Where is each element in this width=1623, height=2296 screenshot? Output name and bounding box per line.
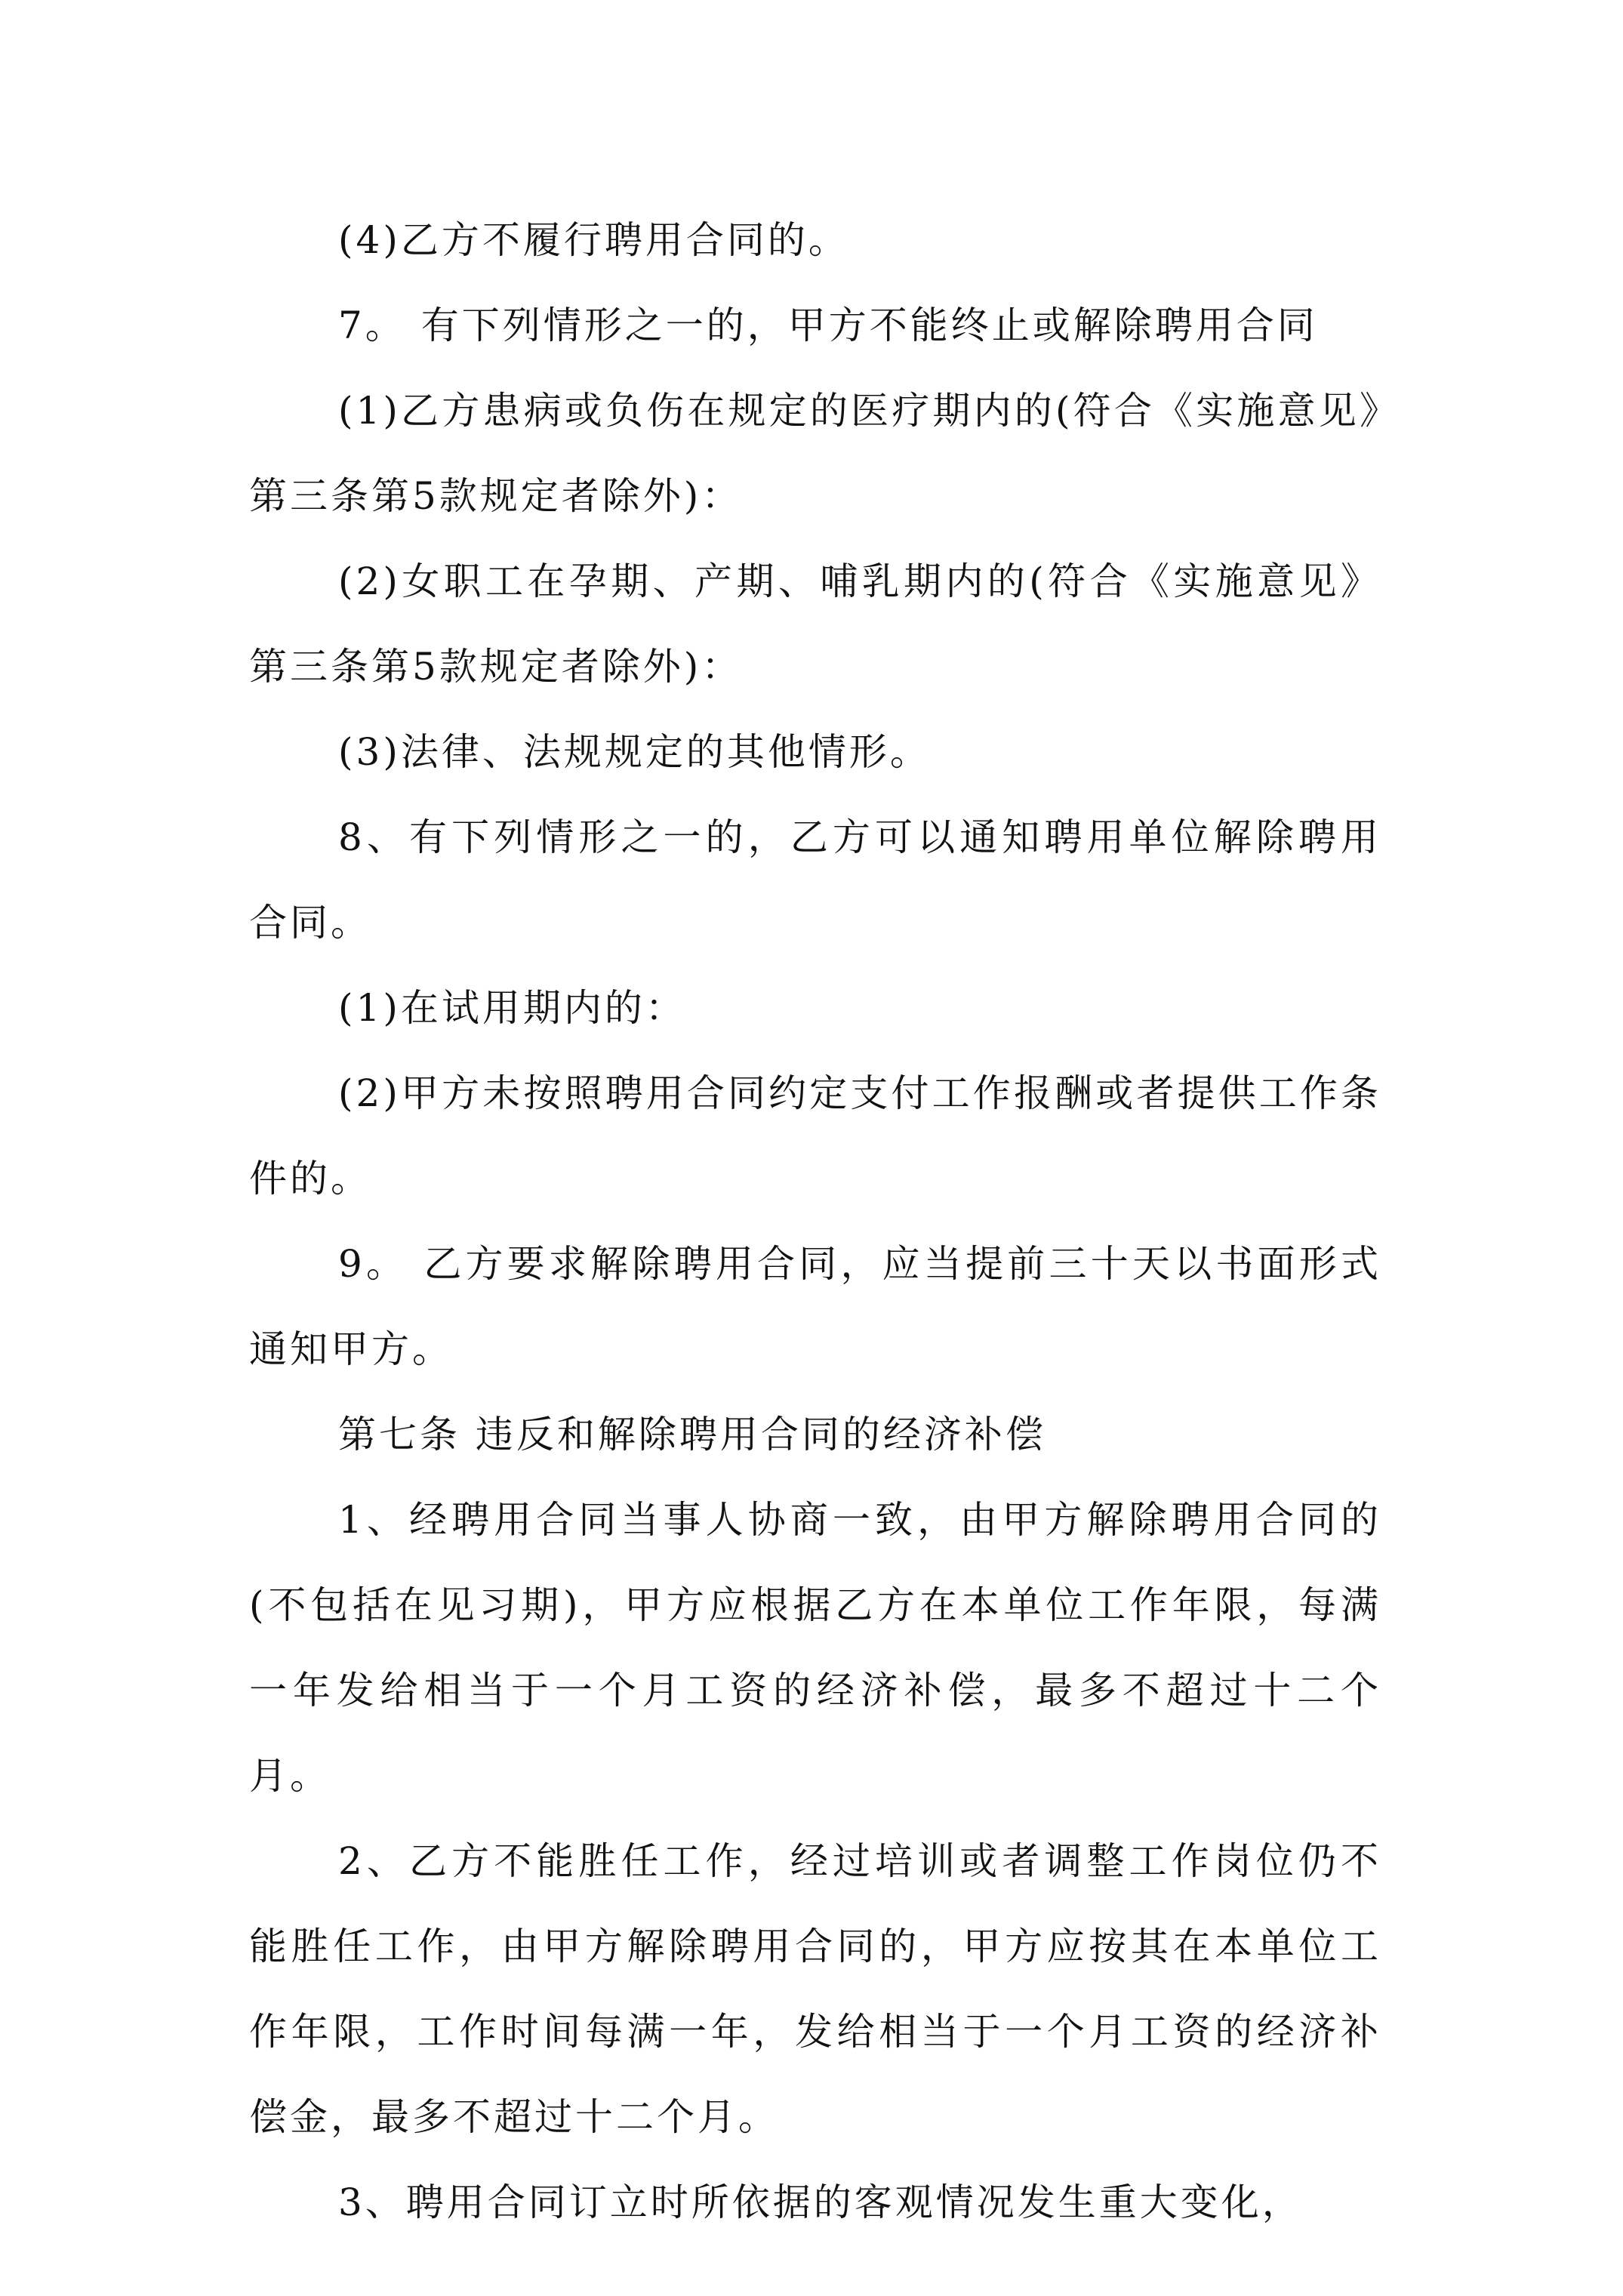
paragraph-item-1-probation: (1)在试用期内的：	[338, 986, 686, 1030]
document-body	[249, 198, 1381, 2245]
paragraph-compensation-3: 3、聘用合同订立时所依据的客观情况发生重大变化，	[338, 2180, 1303, 2224]
paragraph-article-7: 7。 有下列情形之一的，甲方不能终止或解除聘用合同	[338, 304, 1318, 347]
paragraph-item-1-illness: (1)乙方患病或负伤在规定的医疗期内的(符合《实施意见》第三条第5款规定者除外)：	[249, 389, 1381, 518]
paragraph-compensation-2: 2、乙方不能胜任工作，经过培训或者调整工作岗位仍不能胜任工作，由甲方解除聘用合同的，甲方应按其在本单位工作年限，工作时间每满一年，发给相当于一个月工资的经济补偿金，最多不超过十二个月。	[249, 1839, 1381, 2139]
paragraph-article-8: 8、有下列情形之一的，乙方可以通知聘用单位解除聘用合同。	[249, 815, 1381, 945]
paragraph-item-4-clause: (4)乙方不履行聘用合同的。	[338, 218, 849, 262]
paragraph-compensation-1: 1、经聘用合同当事人协商一致，由甲方解除聘用合同的(不包括在见习期)，甲方应根据乙方在本单位工作年限，每满一年发给相当于一个月工资的经济补偿，最多不超过十二个月。	[249, 1498, 1381, 1798]
paragraph-item-2-payment: (2)甲方未按照聘用合同约定支付工作报酬或者提供工作条件的。	[249, 1071, 1381, 1200]
paragraph-item-2-female-staff: (2)女职工在孕期、产期、哺乳期内的(符合《实施意见》第三条第5款规定者除外)：	[249, 559, 1381, 689]
paragraph-item-3-other: (3)法律、法规规定的其他情形。	[338, 730, 931, 774]
paragraph-article-9: 9。 乙方要求解除聘用合同，应当提前三十天以书面形式通知甲方。	[249, 1242, 1381, 1371]
section-heading-chapter-7: 第七条 违反和解除聘用合同的经济补偿	[338, 1413, 1046, 1456]
